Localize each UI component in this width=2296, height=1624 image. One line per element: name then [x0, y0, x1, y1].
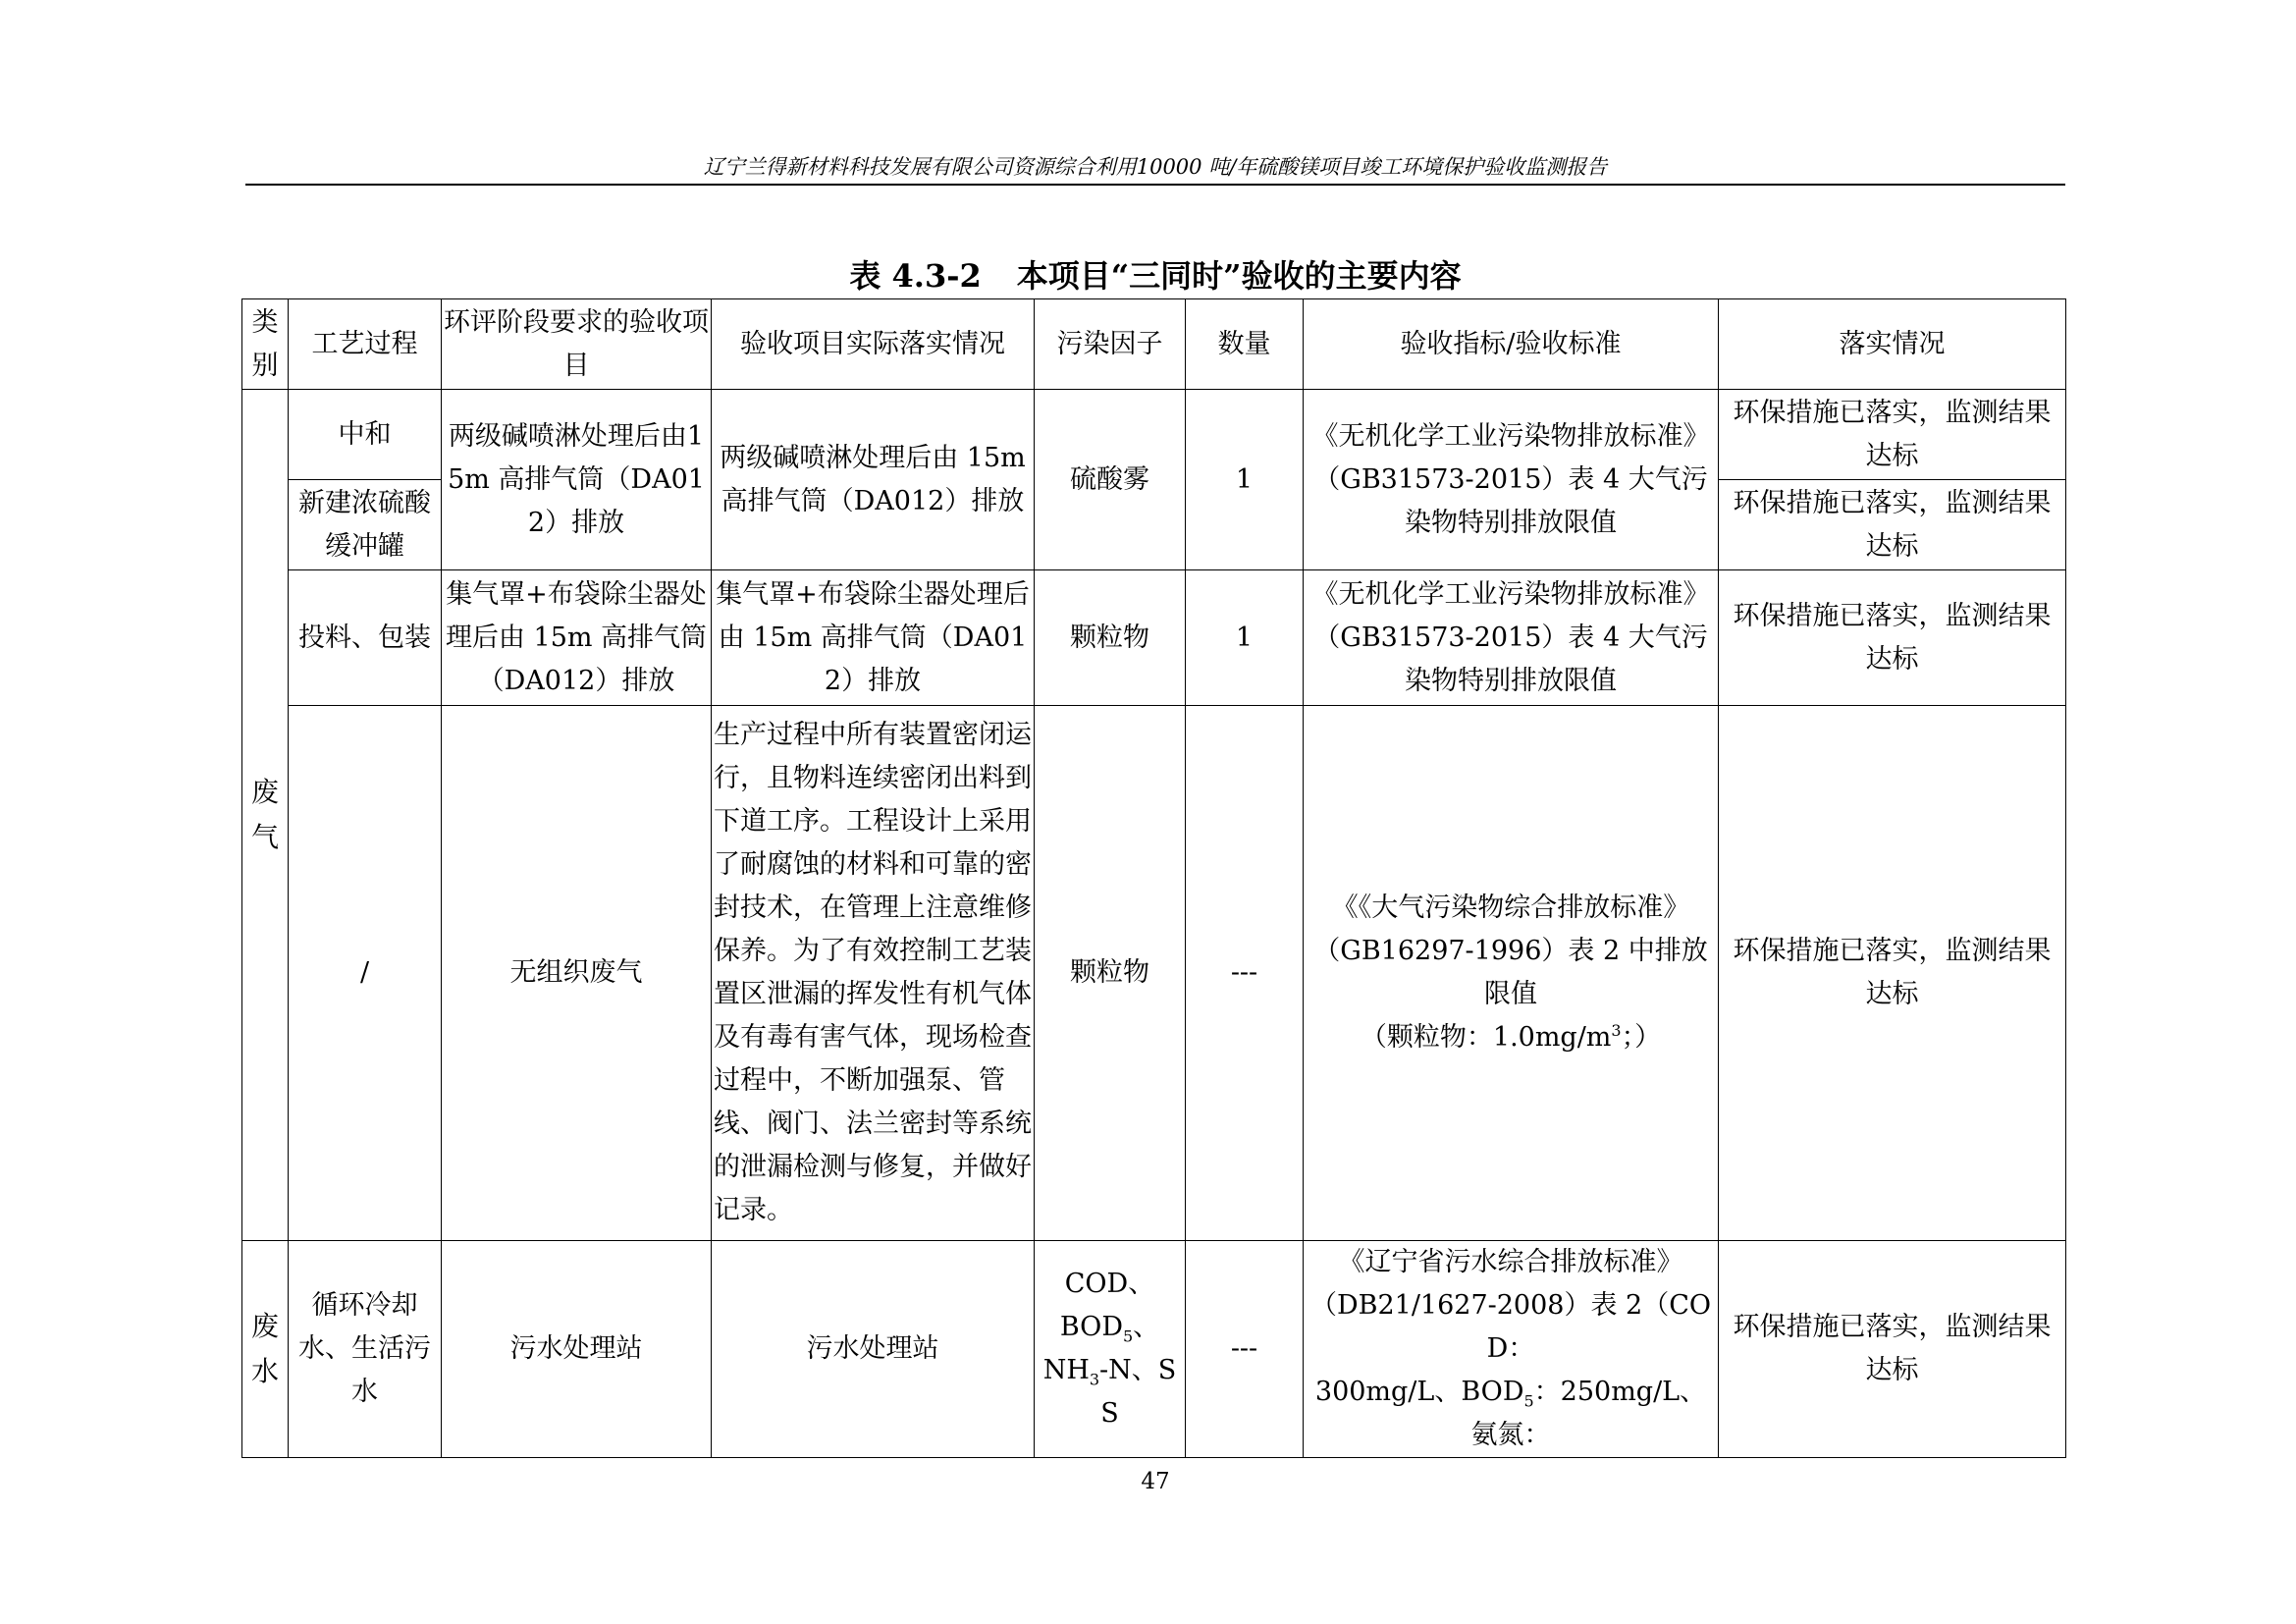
- status-cell: 环保措施已落实，监测结果达标: [1719, 480, 2066, 570]
- count-cell: ---: [1186, 1241, 1304, 1458]
- standard-text: （颗粒物：1.0mg/m: [1360, 1022, 1612, 1053]
- count-cell: 1: [1186, 570, 1304, 706]
- acceptance-table: [241, 298, 2066, 1458]
- pollutant-line: COD、: [1064, 1269, 1155, 1299]
- standard-cell: [1304, 706, 1719, 1241]
- pollutant-cell: [1035, 1241, 1186, 1458]
- standard-text: 300mg/L、BOD: [1314, 1377, 1524, 1407]
- pollutant-line: [1037, 1306, 1183, 1349]
- page-number: 47: [1141, 1469, 1170, 1494]
- status-cell: 环保措施已落实，监测结果达标: [1719, 706, 2066, 1241]
- status-cell: 环保措施已落实，监测结果达标: [1719, 570, 2066, 706]
- standard-text: ；）: [1621, 1022, 1662, 1053]
- standard-line: [1306, 1016, 1716, 1059]
- superscript: 3: [1611, 1021, 1622, 1040]
- eia-requirement-cell: 污水处理站: [442, 1241, 712, 1458]
- header-count: 数量: [1186, 299, 1304, 390]
- pollutant-text: BOD: [1059, 1312, 1123, 1342]
- actual-cell: 集气罩+布袋除尘器处理后由 15m 高排气筒（DA012）排放: [712, 570, 1035, 706]
- process-cell: /: [289, 706, 442, 1241]
- table-number: 表 4.3-2: [849, 257, 982, 295]
- standard-line: 《辽宁省污水综合排放标准》: [1338, 1247, 1683, 1277]
- header-pollutant: 污染因子: [1035, 299, 1186, 390]
- pollutant-cell: 硫酸雾: [1035, 390, 1186, 570]
- report-header: 辽宁兰得新材料科技发展有限公司资源综合利用10000 吨/年硫酸镁项目竣工环境保护验收监测报告: [703, 155, 1608, 179]
- header-actual: 验收项目实际落实情况: [712, 299, 1035, 390]
- standard-cell: [1304, 1241, 1719, 1458]
- header-category: 类别: [242, 299, 289, 390]
- header-standard: 验收指标/验收标准: [1304, 299, 1719, 390]
- header-status: 落实情况: [1719, 299, 2066, 390]
- table-row: [242, 570, 2066, 706]
- pollutant-cell: 颗粒物: [1035, 706, 1186, 1241]
- process-cell: 循环冷却水、生活污水: [289, 1241, 442, 1458]
- process-cell: 新建浓硫酸缓冲罐: [289, 480, 442, 570]
- pollutant-cell: 颗粒物: [1035, 570, 1186, 706]
- actual-cell: 两级碱喷淋处理后由 15m 高排气筒（DA012）排放: [712, 390, 1035, 570]
- process-cell: 投料、包装: [289, 570, 442, 706]
- header-row: [242, 299, 2066, 390]
- pollutant-text: -N、SS: [1099, 1355, 1177, 1429]
- standard-cell: 《无机化学工业污染物排放标准》（GB31573-2015）表 4 大气污染物特别排放限值: [1304, 570, 1719, 706]
- category-waste-gas: 废气: [242, 390, 289, 1241]
- standard-line: （GB16297-1996）表 2 中排放限值: [1313, 936, 1708, 1009]
- status-cell: 环保措施已落实，监测结果达标: [1719, 1241, 2066, 1458]
- standard-line: 《《大气污染物综合排放标准》: [1331, 893, 1690, 923]
- process-cell: 中和: [289, 390, 442, 480]
- standard-line: [1306, 1371, 1716, 1457]
- table-row: [242, 390, 2066, 480]
- table-caption: [245, 254, 2065, 298]
- subscript: 5: [1523, 1391, 1534, 1411]
- count-cell: 1: [1186, 390, 1304, 570]
- eia-requirement-cell: 无组织废气: [442, 706, 712, 1241]
- standard-line: （DB21/1627-2008）表 2（COD：: [1309, 1290, 1712, 1364]
- header-process: 工艺过程: [289, 299, 442, 390]
- subscript: 3: [1089, 1370, 1100, 1389]
- actual-cell: 生产过程中所有装置密闭运行，且物料连续密闭出料到下道工序。工程设计上采用了耐腐蚀的材料和可靠的密封技术，在管理上注意维修保养。为了有效控制工艺装置区泄漏的挥发性有机气体及有毒有害气体，现场检查过程中，不断加强泵、管线、阀门、法兰密封等系统的泄漏检测与修复，并做好记录。: [712, 706, 1035, 1241]
- standard-text: ：250mg/L、氨氮：: [1470, 1377, 1707, 1450]
- eia-requirement-cell: 两级碱喷淋处理后由15m 高排气筒（DA012）排放: [442, 390, 712, 570]
- subscript: 5: [1122, 1326, 1134, 1346]
- count-cell: ---: [1186, 706, 1304, 1241]
- category-waste-water: 废水: [242, 1241, 289, 1458]
- pollutant-line: [1037, 1349, 1183, 1435]
- status-cell: 环保措施已落实，监测结果达标: [1719, 390, 2066, 480]
- eia-requirement-cell: 集气罩+布袋除尘器处理后由 15m 高排气筒（DA012）排放: [442, 570, 712, 706]
- pollutant-text: NH: [1042, 1355, 1090, 1385]
- header-divider: [245, 184, 2065, 186]
- standard-cell: 《无机化学工业污染物排放标准》（GB31573-2015）表 4 大气污染物特别排放限值: [1304, 390, 1719, 570]
- table-title: 本项目“三同时”验收的主要内容: [1016, 257, 1462, 295]
- pollutant-text: 、: [1133, 1312, 1160, 1342]
- table-row: [242, 706, 2066, 1241]
- table-row: [242, 1241, 2066, 1458]
- header-eia-requirement: 环评阶段要求的验收项目: [442, 299, 712, 390]
- actual-cell: 污水处理站: [712, 1241, 1035, 1458]
